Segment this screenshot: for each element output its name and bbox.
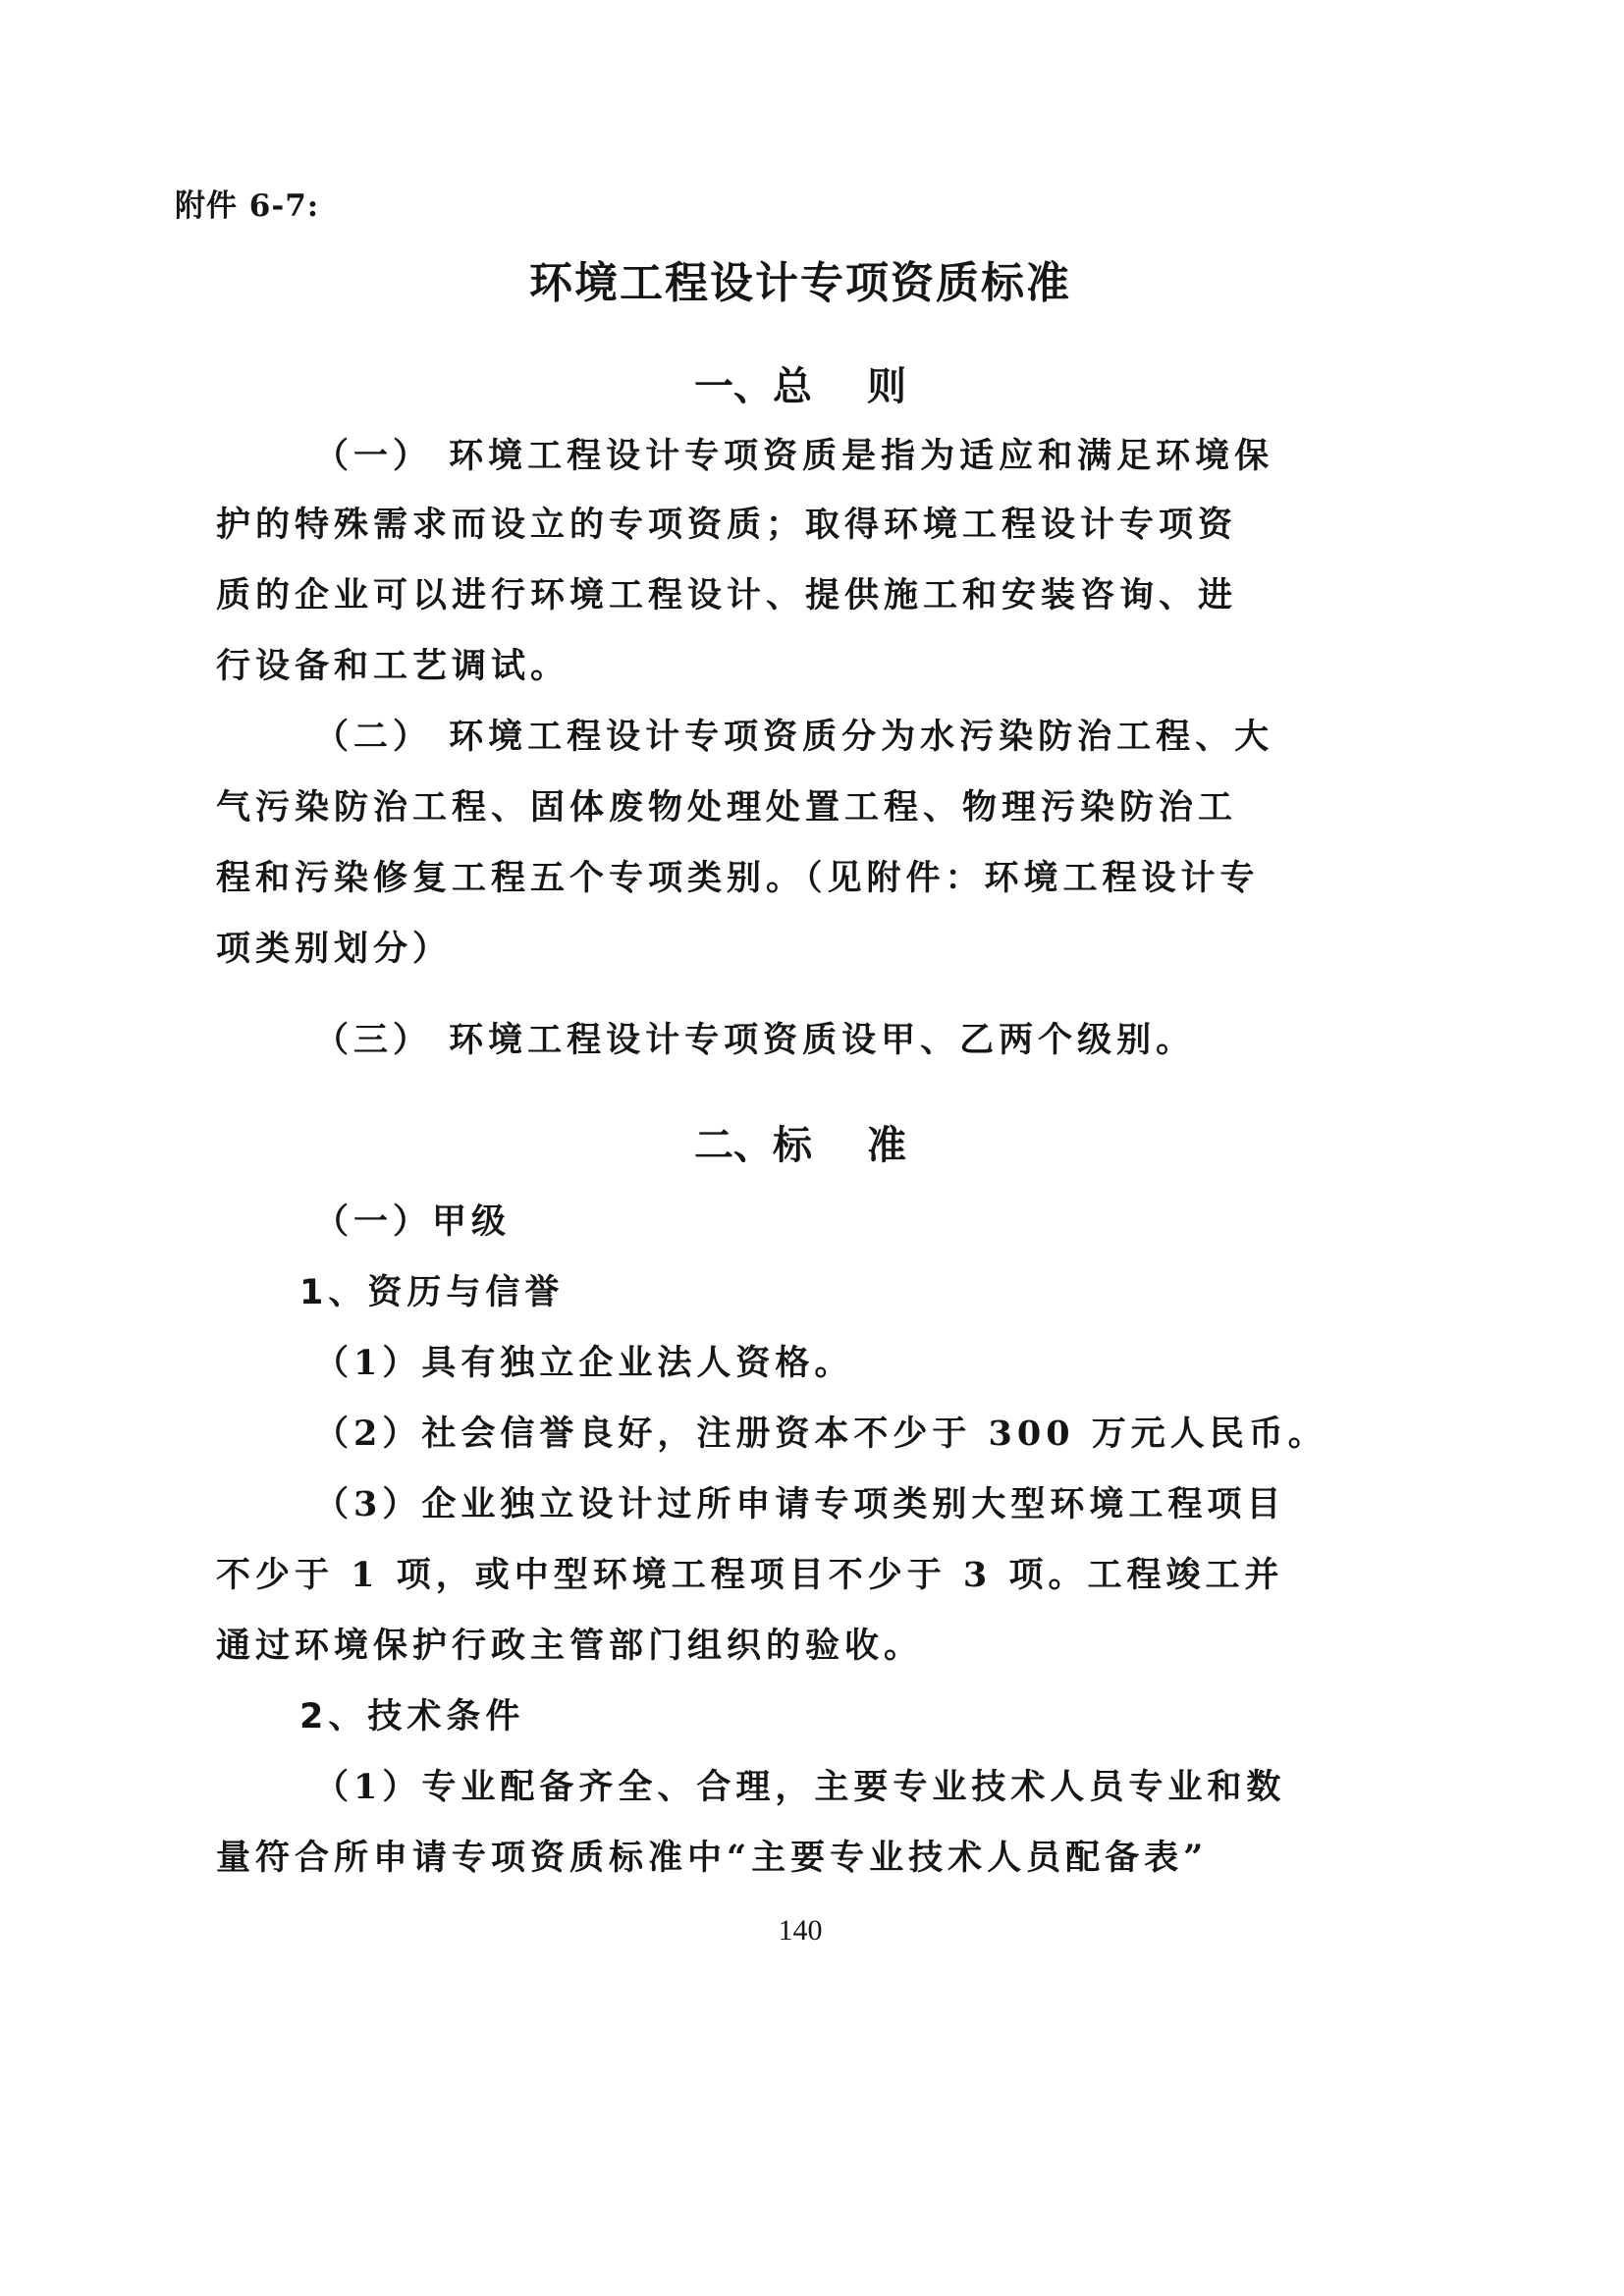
section-heading-standards-suffix: 准 (867, 1123, 906, 1168)
general-p2-line-3: 程和污染修复工程五个专项类别。（见附件：环境工程设计专 (216, 858, 1260, 898)
tech-item-1-line-1: （1）专业配备齐全、合理，主要专业技术人员专业和数 (314, 1767, 1286, 1807)
general-p2-line-1: （二） 环境工程设计专项资质分为水污染防治工程、大 (314, 717, 1274, 757)
section-heading-standards-prefix: 二、标 (694, 1123, 812, 1168)
general-p1-line-3: 质的企业可以进行环境工程设计、提供施工和安装咨询、进 (216, 575, 1238, 615)
annex-label: 附件 6-7: (175, 188, 320, 224)
grade-a-heading: （一）甲级 (314, 1202, 512, 1242)
credentials-heading: 1、资历与信誉 (299, 1273, 565, 1312)
tech-item-1-line-2: 量符合所申请专项资质标准中“主要专业技术人员配备表” (216, 1838, 1209, 1878)
general-p1-line-2: 护的特殊需求而设立的专项资质；取得环境工程设计专项资 (216, 505, 1238, 545)
tech-heading: 2、技术条件 (299, 1697, 525, 1736)
general-p1-line-1: （一） 环境工程设计专项资质是指为适应和满足环境保 (314, 436, 1274, 476)
section-heading-general-suffix: 则 (867, 364, 906, 409)
section-heading-general (0, 355, 1600, 411)
credentials-item-1: （1）具有独立企业法人资格。 (314, 1343, 854, 1383)
page-number: 140 (778, 1914, 823, 1947)
general-p2-line-2: 气污染防治工程、固体废物处理处置工程、物理污染防治工 (216, 787, 1238, 828)
section-heading-general-prefix: 一、总 (694, 364, 812, 409)
document-title: 环境工程设计专项资质标准 (529, 258, 1071, 308)
credentials-item-3-line-1: （3）企业独立设计过所申请专项类别大型环境工程项目 (314, 1484, 1286, 1524)
general-p1-line-4: 行设备和工艺调试。 (216, 646, 570, 686)
section-heading-standards (0, 1114, 1600, 1170)
credentials-item-3-line-3: 通过环境保护行政主管部门组织的验收。 (216, 1626, 924, 1666)
credentials-item-3-line-2: 不少于 1 项，或中型环境工程项目不少于 3 项。工程竣工并 (216, 1555, 1284, 1595)
general-p2-line-4: 项类别划分） (216, 929, 453, 969)
credentials-item-2: （2）社会信誉良好，注册资本不少于 300 万元人民币。 (314, 1414, 1327, 1454)
general-p3: （三） 环境工程设计专项资质设甲、乙两个级别。 (314, 1020, 1196, 1060)
